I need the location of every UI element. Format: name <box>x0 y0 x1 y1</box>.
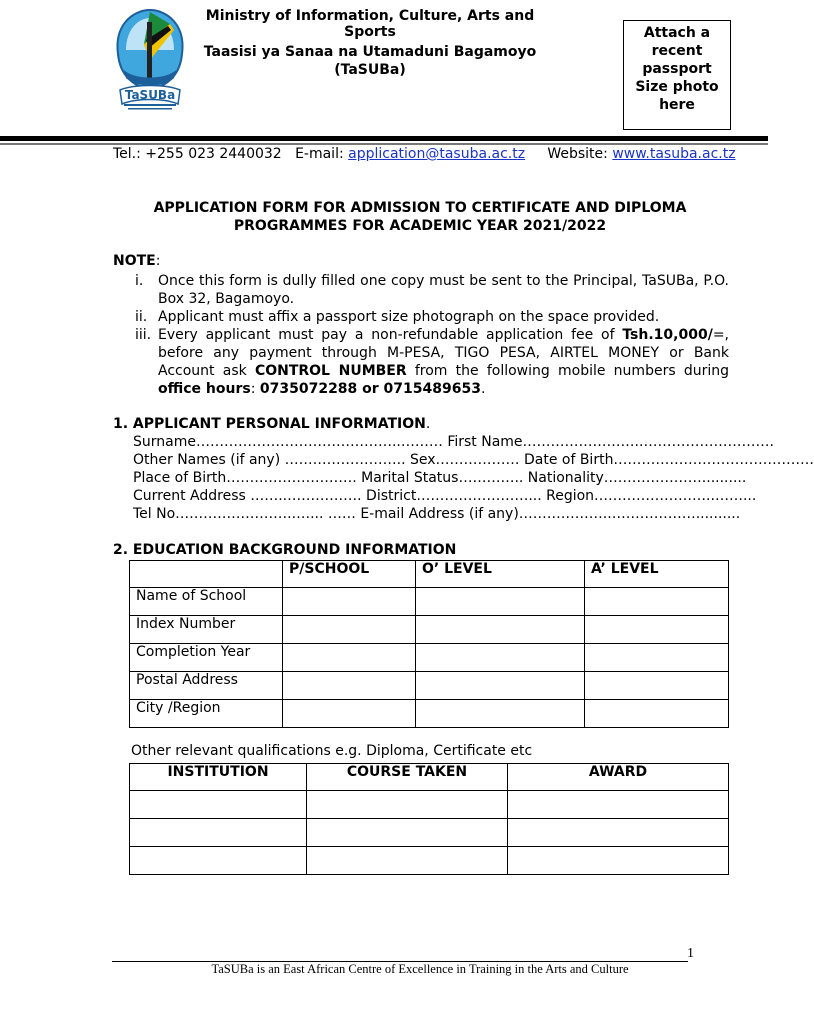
form-title: APPLICATION FORM FOR ADMISSION TO CERTIFICATE AND DIPLOMA PROGRAMMES FOR ACADEMIC YEAR 2021/2022 <box>153 200 687 234</box>
table-row <box>130 588 729 616</box>
note-colon: : <box>155 253 161 269</box>
note-label: NOTE <box>113 253 156 269</box>
table-row <box>130 791 729 819</box>
row-label: Index Number <box>130 616 283 644</box>
table-row <box>130 819 729 847</box>
table-cell[interactable] <box>130 791 307 819</box>
table-row <box>130 644 729 672</box>
svg-text:TaSUBa: TaSUBa <box>124 88 176 102</box>
education-table <box>129 560 729 728</box>
note-item <box>135 272 729 308</box>
other-qualifications-label: Other relevant qualifications e.g. Diploma, Certificate etc <box>131 743 533 759</box>
table-header-row <box>130 764 729 791</box>
table-cell[interactable] <box>416 644 585 672</box>
table-cell[interactable] <box>585 616 729 644</box>
table-row <box>130 700 729 728</box>
note-number: ii. <box>135 309 148 325</box>
institute-name: Taasisi ya Sanaa na Utamaduni Bagamoyo <box>203 44 537 60</box>
table-cell[interactable] <box>508 847 729 875</box>
row-label: Name of School <box>130 588 283 616</box>
table-cell[interactable] <box>416 588 585 616</box>
note-text: Once this form is dully filled one copy must be sent to the Principal, TaSUBa, P.O. Box 32, Bagamoyo. <box>158 273 729 307</box>
table-cell[interactable] <box>130 819 307 847</box>
page-number: 1 <box>687 946 694 961</box>
column-header: COURSE TAKEN <box>307 764 508 791</box>
note-heading <box>113 253 160 269</box>
institute-acronym: (TaSUBa) <box>334 62 406 78</box>
logo-emblem-icon <box>104 4 196 116</box>
table-row <box>130 616 729 644</box>
table-cell[interactable] <box>283 672 416 700</box>
table-cell[interactable] <box>585 588 729 616</box>
qualifications-table <box>129 763 729 875</box>
note-number: iii. <box>135 327 152 343</box>
field-row-other-names[interactable]: Other Names (if any) …………………….. Sex……………… Date of Birth……………………………………. <box>133 452 814 468</box>
column-header: INSTITUTION <box>130 764 307 791</box>
table-cell[interactable] <box>283 616 416 644</box>
table-cell[interactable] <box>585 644 729 672</box>
note-text: Every applicant must pay a non-refundable application fee of Tsh.10,000/=, before any payment through M-PESA, TIGO PESA, AIRTEL MONEY or Bank Account ask CONTROL NUMBER from the following mobile numbers during office hours: 0735072288 or 0715489653. <box>158 327 729 397</box>
website-label: Website: <box>525 146 613 162</box>
table-cell[interactable] <box>283 644 416 672</box>
table-cell[interactable] <box>130 847 307 875</box>
email-link[interactable]: application@tasuba.ac.tz <box>348 146 526 162</box>
column-header: A’ LEVEL <box>585 561 729 588</box>
table-cell[interactable] <box>307 819 508 847</box>
website-link[interactable]: www.tasuba.ac.tz <box>612 146 736 162</box>
column-header: O’ LEVEL <box>416 561 585 588</box>
table-cell[interactable] <box>283 588 416 616</box>
row-label: Completion Year <box>130 644 283 672</box>
row-label: Postal Address <box>130 672 283 700</box>
table-cell[interactable] <box>508 819 729 847</box>
header-divider-thin <box>0 143 768 145</box>
field-row-tel[interactable]: Tel No……………………..…... …… E-mail Address (if any)………………..……………….......... <box>133 506 741 522</box>
field-row-address[interactable]: Current Address ……..……………. District……………………... Region……………………..……... <box>133 488 757 504</box>
column-header: P/SCHOOL <box>283 561 416 588</box>
passport-photo-box[interactable]: Attach a recent passport Size photo here <box>623 20 731 130</box>
table-cell[interactable] <box>416 672 585 700</box>
footer-text: TaSUBa is an East African Centre of Excellence in Training in the Arts and Culture <box>211 962 629 976</box>
personal-info-heading: 1. APPLICANT PERSONAL INFORMATION. <box>113 416 431 432</box>
table-cell[interactable] <box>307 847 508 875</box>
table-row <box>130 847 729 875</box>
table-header-row <box>130 561 729 588</box>
field-row-surname[interactable]: Surname……………………………………..……… First Name……………………..………………………. <box>133 434 774 450</box>
column-header: AWARD <box>508 764 729 791</box>
field-row-place-of-birth[interactable]: Place of Birth………………………. Marital Status………….. Nationality………………….......... <box>133 470 747 486</box>
contact-line <box>113 146 736 162</box>
contact-tel: Tel.: +255 023 2440032 E-mail: <box>113 146 349 162</box>
table-cell[interactable] <box>307 791 508 819</box>
column-header <box>130 561 283 588</box>
note-number: i. <box>135 273 144 289</box>
table-row <box>130 672 729 700</box>
table-cell[interactable] <box>508 791 729 819</box>
table-cell[interactable] <box>416 700 585 728</box>
note-text: Applicant must affix a passport size photograph on the space provided. <box>158 309 660 325</box>
table-cell[interactable] <box>416 616 585 644</box>
education-heading: 2. EDUCATION BACKGROUND INFORMATION <box>113 542 457 558</box>
row-label: City /Region <box>130 700 283 728</box>
table-cell[interactable] <box>283 700 416 728</box>
tasuba-logo <box>104 4 196 116</box>
header-divider-thick <box>0 136 768 141</box>
note-item <box>135 326 729 398</box>
table-cell[interactable] <box>585 700 729 728</box>
ministry-name: Ministry of Information, Culture, Arts and Sports <box>205 8 535 40</box>
note-item <box>135 308 729 326</box>
table-cell[interactable] <box>585 672 729 700</box>
